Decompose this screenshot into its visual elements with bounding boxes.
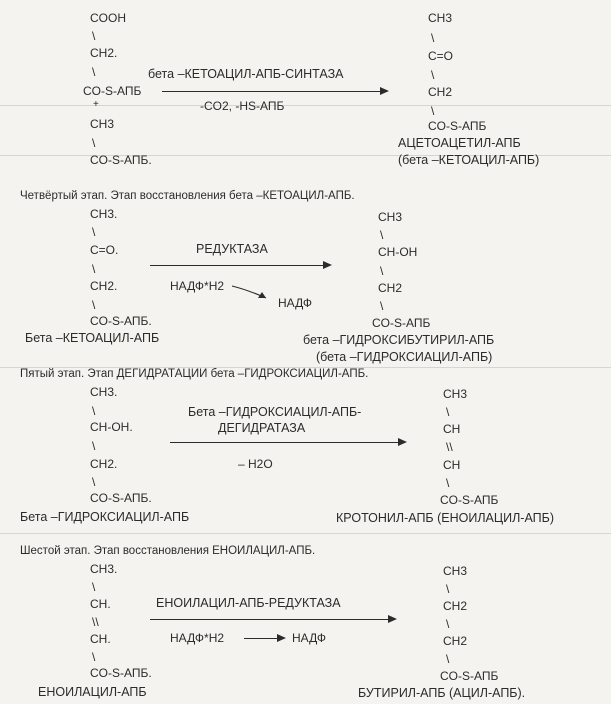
plus-sign: + — [93, 99, 99, 110]
bond-line: \ — [92, 29, 96, 43]
formula-line: CH2 — [428, 85, 453, 99]
formula-line: CH3 — [378, 210, 403, 224]
step-heading: Шестой этап. Этап восстановления ЕНОИЛАЦИЛ-АПБ. — [20, 545, 316, 557]
bond-line: \ — [446, 476, 450, 490]
formula-line: CH2. — [90, 279, 118, 293]
bond-line: \ — [92, 439, 96, 453]
formula-line: CH — [443, 422, 461, 436]
substrate-name: ЕНОИЛАЦИЛ-АПБ — [38, 685, 147, 699]
formula-line: CH3 — [443, 564, 468, 578]
enzyme-label: Бета –ГИДРОКСИАЦИЛ-АПБ- — [188, 405, 362, 419]
enzyme-label: РЕДУКТАЗА — [196, 242, 268, 256]
bond-line: \ — [446, 405, 450, 419]
bond-line: \ — [446, 652, 450, 666]
formula-line: CH3. — [90, 385, 118, 399]
bond-line: \ — [446, 617, 450, 631]
bond-line: \ — [92, 580, 96, 594]
formula-line: CH — [443, 458, 461, 472]
enzyme-label: ДЕГИДРАТАЗА — [218, 421, 306, 435]
cofactor-out: НАДФ — [292, 631, 327, 645]
formula-line: CO-S-АПБ — [83, 84, 142, 98]
formula-line: CH3. — [90, 207, 118, 221]
bond-line: \\ — [92, 615, 99, 629]
bond-line: \ — [92, 650, 96, 664]
formula-line: CO-S-АПБ. — [90, 666, 152, 680]
formula-line: CH. — [90, 597, 111, 611]
formula-line: CH3 — [443, 387, 468, 401]
formula-line: CO-S-АПБ. — [90, 491, 152, 505]
formula-line: C=O — [428, 49, 454, 63]
formula-line: CO-S-АПБ — [372, 316, 431, 330]
formula-line: CO-S-АПБ. — [90, 314, 152, 328]
formula-line: CO-S-АПБ — [428, 119, 487, 133]
bond-line: \ — [92, 404, 96, 418]
formula-line: CH3 — [90, 117, 115, 131]
formula-line: CO-S-АПБ. — [90, 153, 152, 167]
bond-line: \ — [92, 65, 96, 79]
enzyme-label: ЕНОИЛАЦИЛ-АПБ-РЕДУКТАЗА — [156, 596, 341, 610]
bond-line: \ — [92, 136, 96, 150]
bond-line: \ — [92, 298, 96, 312]
cofactor-in: НАДФ*Н2 — [170, 279, 225, 293]
enzyme-label: бета –КЕТОАЦИЛ-АПБ-СИНТАЗА — [148, 67, 344, 81]
bond-line: \ — [380, 299, 384, 313]
product-name: бета –ГИДРОКСИБУТИРИЛ-АПБ — [303, 333, 495, 347]
product-name: БУТИРИЛ-АПБ (АЦИЛ-АПБ). — [358, 686, 526, 700]
formula-line: CH. — [90, 632, 111, 646]
formula-line: CO-S-АПБ — [440, 493, 499, 507]
bond-line: \ — [380, 228, 384, 242]
bond-line: \ — [431, 31, 435, 45]
product-name: (бета –ГИДРОКСИАЦИЛ-АПБ) — [316, 350, 493, 364]
bond-line: \ — [92, 475, 96, 489]
bond-line: \ — [431, 68, 435, 82]
formula-line: COOH — [90, 11, 126, 25]
formula-line: CH2 — [443, 634, 468, 648]
formula-line: CH2 — [443, 599, 468, 613]
bond-line: \ — [431, 104, 435, 118]
step-heading: Четвёртый этап. Этап восстановления бета –КЕТОАЦИЛ-АПБ. — [20, 190, 355, 202]
bond-line: \ — [380, 264, 384, 278]
cofactor-out: НАДФ — [278, 296, 313, 310]
cofactor-in: НАДФ*Н2 — [170, 631, 225, 645]
byproduct-label: – H2O — [238, 457, 273, 471]
product-name: КРОТОНИЛ-АПБ (ЕНОИЛАЦИЛ-АПБ) — [336, 511, 555, 525]
formula-line: CH2. — [90, 46, 118, 60]
formula-line: CH3. — [90, 562, 118, 576]
formula-line: CH-OH — [378, 245, 418, 259]
step-heading: Пятый этап. Этап ДЕГИДРАТАЦИИ бета –ГИДРОКСИАЦИЛ-АПБ. — [20, 368, 369, 380]
formula-line: CH2 — [378, 281, 403, 295]
bond-line: \ — [92, 225, 96, 239]
formula-line: CH2. — [90, 457, 118, 471]
byproducts-label: -CO2, -HS-АПБ — [200, 99, 285, 113]
bond-line: \ — [92, 262, 96, 276]
product-name: (бета –КЕТОАЦИЛ-АПБ) — [398, 153, 540, 167]
formula-line: CO-S-АПБ — [440, 669, 499, 683]
substrate-name: Бета –ГИДРОКСИАЦИЛ-АПБ — [20, 510, 190, 524]
product-name: АЦЕТОАЦЕТИЛ-АПБ — [398, 136, 521, 150]
bond-line: \\ — [446, 440, 453, 454]
formula-line: C=O. — [90, 243, 119, 257]
formula-line: CH3 — [428, 11, 453, 25]
substrate-name: Бета –КЕТОАЦИЛ-АПБ — [25, 331, 160, 345]
formula-line: CH-OH. — [90, 420, 133, 434]
bond-line: \ — [446, 582, 450, 596]
